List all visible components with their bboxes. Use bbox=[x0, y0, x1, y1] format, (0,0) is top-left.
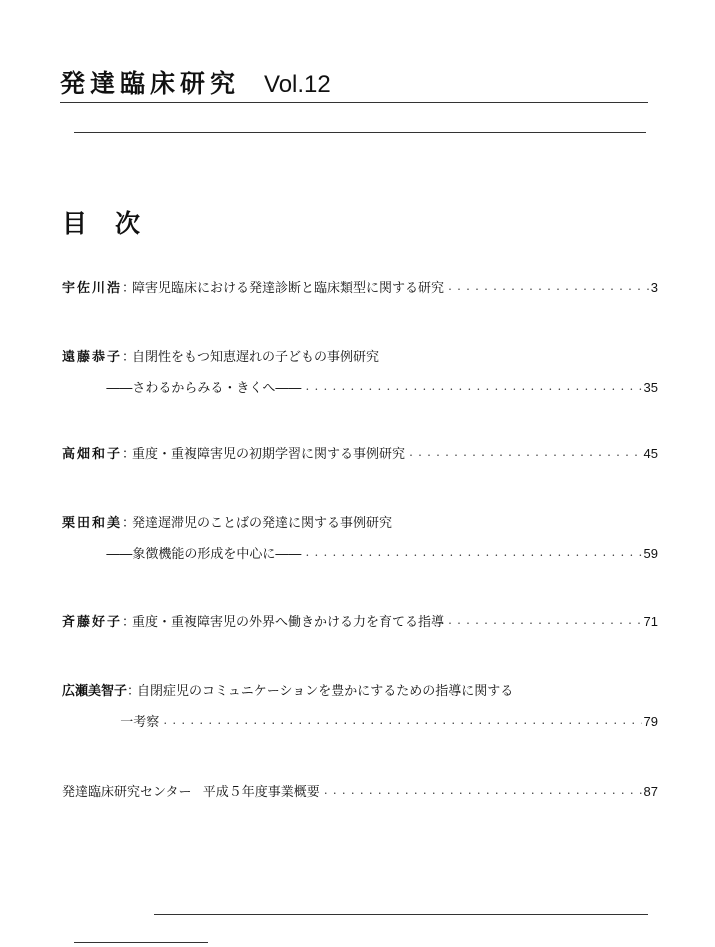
toc-entry-line bbox=[62, 278, 658, 298]
header-rule-bottom bbox=[74, 132, 646, 133]
toc-entry-page: 3 bbox=[650, 280, 658, 295]
toc-entry-author: 栗田和美 bbox=[62, 516, 123, 531]
toc-entry-subtitle: ――さわるからみる・きくへ―― bbox=[106, 381, 302, 396]
toc-entry-title: 自閉性をもつ知恵遅れの子どもの事例研究 bbox=[132, 350, 380, 365]
toc-entry-author: 高畑和子 bbox=[62, 447, 123, 462]
journal-title bbox=[60, 64, 331, 100]
toc-entry-line bbox=[62, 682, 658, 702]
toc-entry-author: 広瀬美智子 bbox=[62, 684, 128, 699]
toc-entry-title: 発達遅滞児のことばの発達に関する事例研究 bbox=[132, 516, 393, 531]
dot-leader bbox=[161, 713, 641, 734]
toc-entry-author: 遠藤恭子 bbox=[62, 350, 123, 365]
toc-entry-title: 障害児臨床における発達診断と臨床類型に関する研究 bbox=[132, 281, 445, 296]
toc-entry[interactable] bbox=[62, 348, 658, 398]
dot-leader bbox=[303, 379, 641, 400]
dot-leader bbox=[446, 279, 649, 300]
toc-entry-page: 87 bbox=[643, 784, 658, 799]
toc-entry-colon: ： bbox=[122, 281, 136, 296]
toc-entry[interactable] bbox=[62, 278, 658, 298]
toc-entry-title: 重度・重複障害児の初期学習に関する事例研究 bbox=[132, 447, 406, 462]
toc-entry-author: 発達臨床研究センター bbox=[62, 785, 192, 800]
toc-entry-line bbox=[62, 444, 658, 464]
toc-entry-line bbox=[62, 544, 658, 564]
toc-entry-line bbox=[62, 612, 658, 632]
toc-entry-colon: ： bbox=[122, 350, 136, 365]
toc-entry-colon: ： bbox=[122, 447, 136, 462]
toc-entry-page: 79 bbox=[643, 714, 658, 729]
toc-entry-page: 45 bbox=[643, 446, 658, 461]
toc-entry[interactable] bbox=[62, 444, 658, 464]
toc-entry-title: 重度・重複障害児の外界へ働きかける力を育てる指導 bbox=[132, 615, 445, 630]
toc-entry[interactable] bbox=[62, 782, 658, 802]
toc-entry-line bbox=[62, 378, 658, 398]
toc-entry-subtitle: ――象徴機能の形成を中心に―― bbox=[106, 547, 302, 562]
toc-entry-line bbox=[62, 348, 658, 368]
volume-label: Vol.12 bbox=[264, 71, 331, 98]
toc-entry-colon: ： bbox=[122, 516, 136, 531]
toc-heading: 目次 bbox=[62, 209, 169, 238]
footer-rule-bottom bbox=[74, 942, 208, 943]
toc-entry[interactable] bbox=[62, 612, 658, 632]
toc-entry[interactable] bbox=[62, 682, 658, 732]
toc-entry-page: 71 bbox=[643, 614, 658, 629]
toc-entry-page: 59 bbox=[643, 546, 658, 561]
toc-entry-colon: ： bbox=[122, 615, 136, 630]
toc-entry-subtitle: 一考察 bbox=[120, 715, 160, 730]
dot-leader bbox=[446, 613, 642, 634]
toc-entry-line bbox=[62, 712, 658, 732]
toc-entry-page: 35 bbox=[643, 380, 658, 395]
dot-leader bbox=[303, 545, 641, 566]
toc-entry-colon: ： bbox=[127, 684, 141, 699]
toc-entry[interactable] bbox=[62, 514, 658, 564]
toc-entry-author: 宇佐川浩 bbox=[62, 281, 123, 296]
toc-entry-author: 斉藤好子 bbox=[62, 615, 123, 630]
toc-entry-title: 平成５年度事業概要 bbox=[202, 785, 320, 800]
dot-leader bbox=[322, 783, 642, 804]
dot-leader bbox=[407, 445, 642, 466]
toc-entry-title: 自閉症児のコミュニケーションを豊かにするための指導に関する bbox=[137, 684, 514, 699]
toc-entry-line bbox=[62, 782, 658, 802]
header-rule-top bbox=[60, 102, 648, 103]
footer-rule-top bbox=[154, 914, 648, 915]
journal-name: 発達臨床研究 bbox=[60, 69, 241, 98]
toc-entry-line bbox=[62, 514, 658, 534]
